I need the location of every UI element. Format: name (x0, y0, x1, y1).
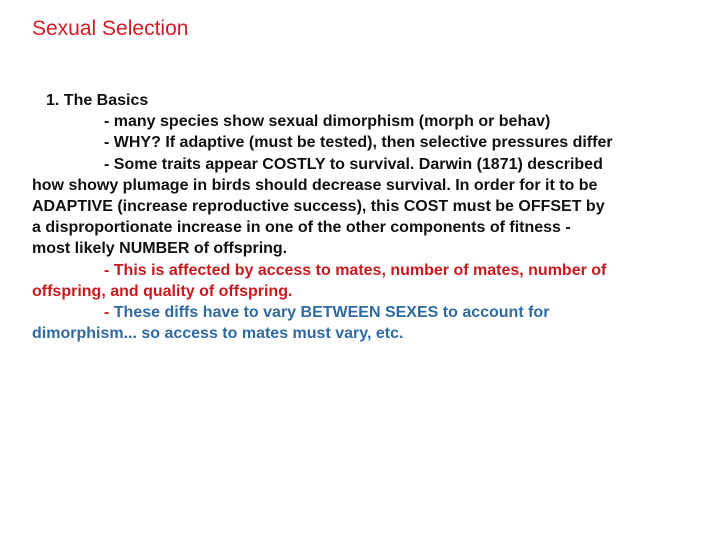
body-line-10-dash: - (104, 304, 114, 322)
body-line-1: - many species show sexual dimorphism (morph or behav) (104, 113, 551, 131)
slide-body (32, 90, 692, 344)
section-heading: 1. The Basics (46, 92, 149, 109)
body-line-6: a disproportionate increase in one of the other components of fitness - (32, 219, 571, 237)
body-line-9-red: offspring, and quality of offspring. (32, 282, 293, 300)
body-line-4: how showy plumage in birds should decrease survival. In order for it to be (32, 176, 598, 194)
slide-title: Sexual Selection (32, 17, 189, 40)
body-line-8-red: - This is affected by access to mates, number of mates, number of (104, 261, 607, 279)
body-line-11-blue: dimorphism... so access to mates must vary, etc. (32, 325, 404, 343)
body-line-5: ADAPTIVE (increase reproductive success), this COST must be OFFSET by (32, 198, 605, 216)
body-line-10 (32, 302, 692, 323)
body-line-7: most likely NUMBER of offspring. (32, 240, 288, 258)
body-line-3: - Some traits appear COSTLY to survival. Darwin (1871) described (104, 155, 603, 173)
body-line-10-blue: These diffs have to vary BETWEEN SEXES to account for (113, 304, 550, 322)
body-line-2: - WHY? If adaptive (must be tested), then selective pressures differ (104, 134, 613, 152)
